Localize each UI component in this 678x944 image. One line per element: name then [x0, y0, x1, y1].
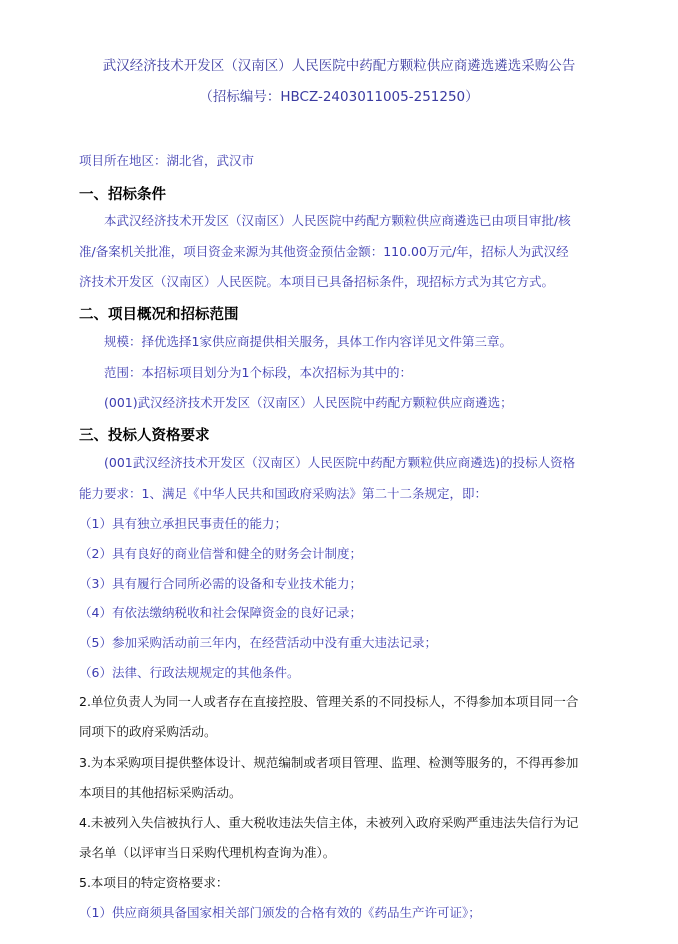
s2-scope: 范围：本招标项目划分为1个标段，本次招标为其中的：: [104, 365, 412, 380]
s3-intro-1: (001武汉经济技术开发区（汉南区）人民医院中药配方颗粒供应商遴选)的投标人资格: [104, 455, 576, 470]
doc-title: 武汉经济技术开发区（汉南区）人民医院中药配方颗粒供应商遴选遴选采购公告: [102, 58, 576, 74]
s3-p5: 5.本项目的特定资格要求：: [79, 875, 229, 890]
s3-p3-line-2: 本项目的其他招标采购活动。: [79, 785, 242, 800]
s3-p2-line-2: 同项下的政府采购活动。: [79, 724, 217, 739]
s2-lot: (001)武汉经济技术开发区（汉南区）人民医院中药配方颗粒供应商遴选；: [104, 395, 513, 410]
s3-item-2: （2）具有良好的商业信誉和健全的财务会计制度；: [79, 546, 362, 561]
s1-line-2: 准/备案机关批准，项目资金来源为其他资金预估金额：110.00万元/年，招标人为武汉经: [79, 244, 569, 259]
s3-p4-line-2: 录名单（以评审当日采购代理机构查询为准）。: [79, 845, 336, 860]
s3-p4-line-1: 4.未被列入失信被执行人、重大税收违法失信主体，未被列入政府采购严重违法失信行为记: [79, 815, 579, 830]
bid-number: （招标编号：HBCZ-2403011005-251250）: [199, 89, 479, 105]
s2-scale: 规模：择优选择1家供应商提供相关服务，具体工作内容详见文件第三章。: [104, 334, 512, 349]
s1-line-1: 本武汉经济技术开发区（汉南区）人民医院中药配方颗粒供应商遴选已由项目审批/核: [104, 213, 571, 228]
s3-p2-line-1: 2.单位负责人为同一人或者存在直接控股、管理关系的不同投标人，不得参加本项目同一合: [79, 694, 579, 709]
s3-item-3: （3）具有履行合同所必需的设备和专业技术能力；: [79, 576, 362, 591]
s3-item-6: （6）法律、行政法规规定的其他条件。: [79, 665, 300, 680]
s3-p5-item-1: （1）供应商须具备国家相关部门颁发的合格有效的《药品生产许可证》；: [79, 905, 481, 920]
section-heading-2: 二、项目概况和招标范围: [79, 307, 239, 323]
s3-item-5: （5）参加采购活动前三年内，在经营活动中没有重大违法记录；: [79, 635, 437, 650]
section-heading-1: 一、招标条件: [79, 187, 166, 203]
project-region: 项目所在地区：湖北省，武汉市: [79, 153, 255, 168]
s3-item-4: （4）有依法缴纳税收和社会保障资金的良好记录；: [79, 605, 362, 620]
s3-item-1: （1）具有独立承担民事责任的能力；: [79, 516, 287, 531]
s3-intro-2: 能力要求：1、满足《中华人民共和国政府采购法》第二十二条规定，即：: [79, 486, 487, 501]
s3-p3-line-1: 3.为本采购项目提供整体设计、规范编制或者项目管理、监理、检测等服务的，不得再参加: [79, 755, 579, 770]
s1-line-3: 济技术开发区（汉南区）人民医院。本项目已具备招标条件，现招标方式为其它方式。: [79, 274, 555, 289]
section-heading-3: 三、投标人资格要求: [79, 428, 210, 444]
